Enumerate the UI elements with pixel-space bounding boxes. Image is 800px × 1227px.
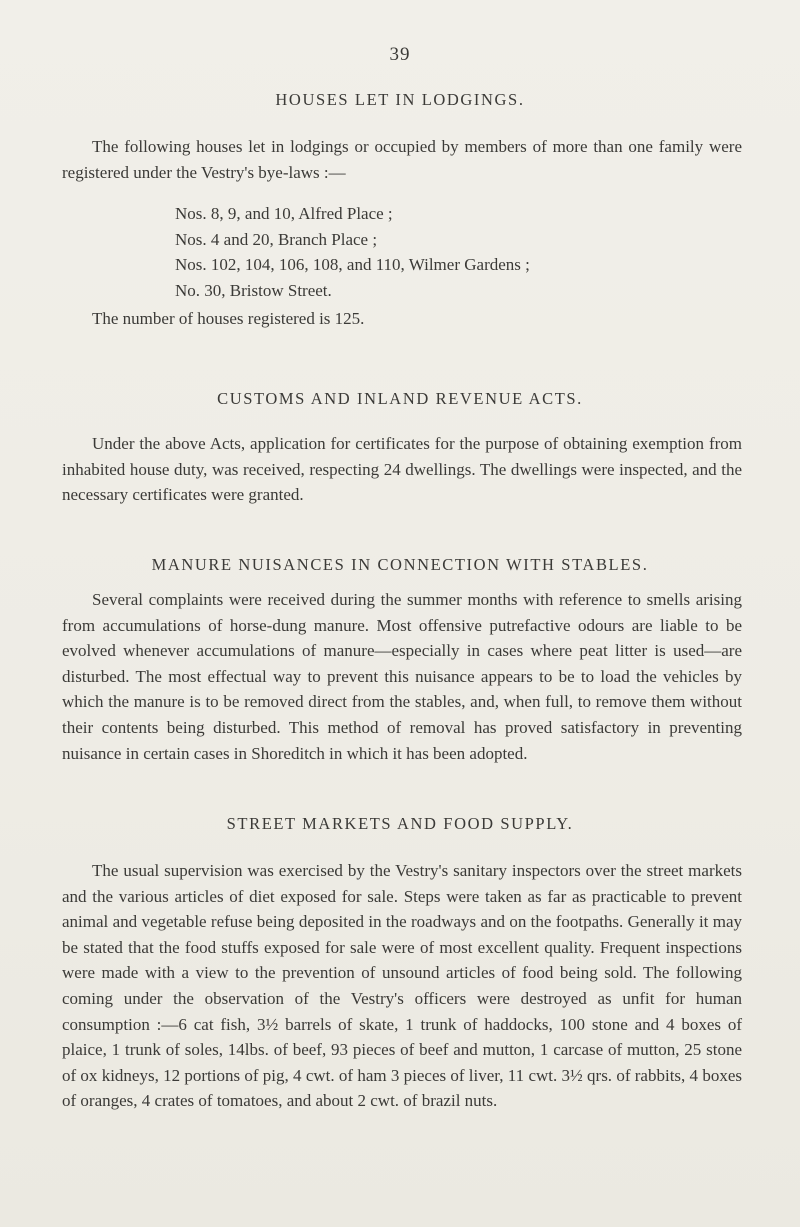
markets-paragraph bbox=[62, 858, 742, 1114]
houses-registered-total: The number of houses registered is 125. bbox=[92, 309, 365, 328]
page-number: 39 bbox=[389, 44, 411, 65]
lodgings-intro-text: The following houses let in lodgings or occupied by members of more than one family were registered under the Vestry's bye-laws :— bbox=[62, 137, 742, 182]
heading-customs-and-inland-revenue: CUSTOMS AND INLAND REVENUE ACTS. bbox=[217, 389, 583, 408]
heading-street-markets: STREET MARKETS AND FOOD SUPPLY. bbox=[226, 814, 574, 833]
manure-paragraph bbox=[62, 587, 742, 766]
heading-houses-let-in-lodgings: HOUSES LET IN LODGINGS. bbox=[275, 90, 525, 109]
registered-houses-list bbox=[175, 201, 530, 303]
list-item: Nos. 8, 9, and 10, Alfred Place ; bbox=[175, 204, 393, 223]
heading-manure-nuisances: MANURE NUISANCES IN CONNECTION WITH STABLES. bbox=[151, 555, 649, 574]
list-item: Nos. 4 and 20, Branch Place ; bbox=[175, 229, 378, 249]
customs-paragraph bbox=[62, 431, 742, 508]
list-item: Nos. 102, 104, 106, 108, and 110, Wilmer Gardens ; bbox=[175, 255, 530, 275]
markets-text: The usual supervision was exercised by the Vestry's sanitary inspectors over the street markets and the various articles of diet exposed for sale. Steps were taken as far as practicable to prevent animal and vegetable refuse being deposited in the roadways and on the footpaths. Generally it may be stated that the food stuffs exposed for sale were of most excellent quality. Frequent inspections were made with a view to the prevention of unsound articles of food being sold. The following coming under the observation of the Vestry's officers were destroyed as unfit for human consumption :—6 cat fish, 3½ barrels of skate, 1 trunk of haddocks, 100 stone and 4 boxes of plaice, 1 trunk of soles, 14lbs. of beef, 93 pieces of beef and mutton, 1 carcase of mutton, 25 stone of ox kidneys, 12 portions of pig, 4 cwt. of ham 3 pieces of liver, 11 cwt. 3½ qrs. of rabbits, 4 boxes of oranges, 4 crates of tomatoes, and about 2 cwt. of brazil nuts. bbox=[62, 861, 742, 1111]
manure-text: Several complaints were received during the summer months with reference to smells arising from accumulations of horse-dung manure. Most offensive putrefactive odours are liable to be evolved whenever accumulations of manure—especially in cases where peat litter is used—are disturbed. The most effectual way to prevent this nuisance appears to be to load the vehicles by which the manure is to be removed direct from the stables, and, when full, to remove them without their contents being disturbed. This method of removal has proved satisfactory in preventing nuisance in certain cases in Shoreditch in which it has been adopted. bbox=[62, 590, 742, 763]
list-item: No. 30, Bristow Street. bbox=[175, 280, 332, 300]
lodgings-intro-paragraph bbox=[62, 134, 742, 185]
customs-text: Under the above Acts, application for certificates for the purpose of obtaining exemption from inhabited house duty, was received, respecting 24 dwellings. The dwellings were inspected, and the necessary certificates were granted. bbox=[62, 434, 742, 505]
